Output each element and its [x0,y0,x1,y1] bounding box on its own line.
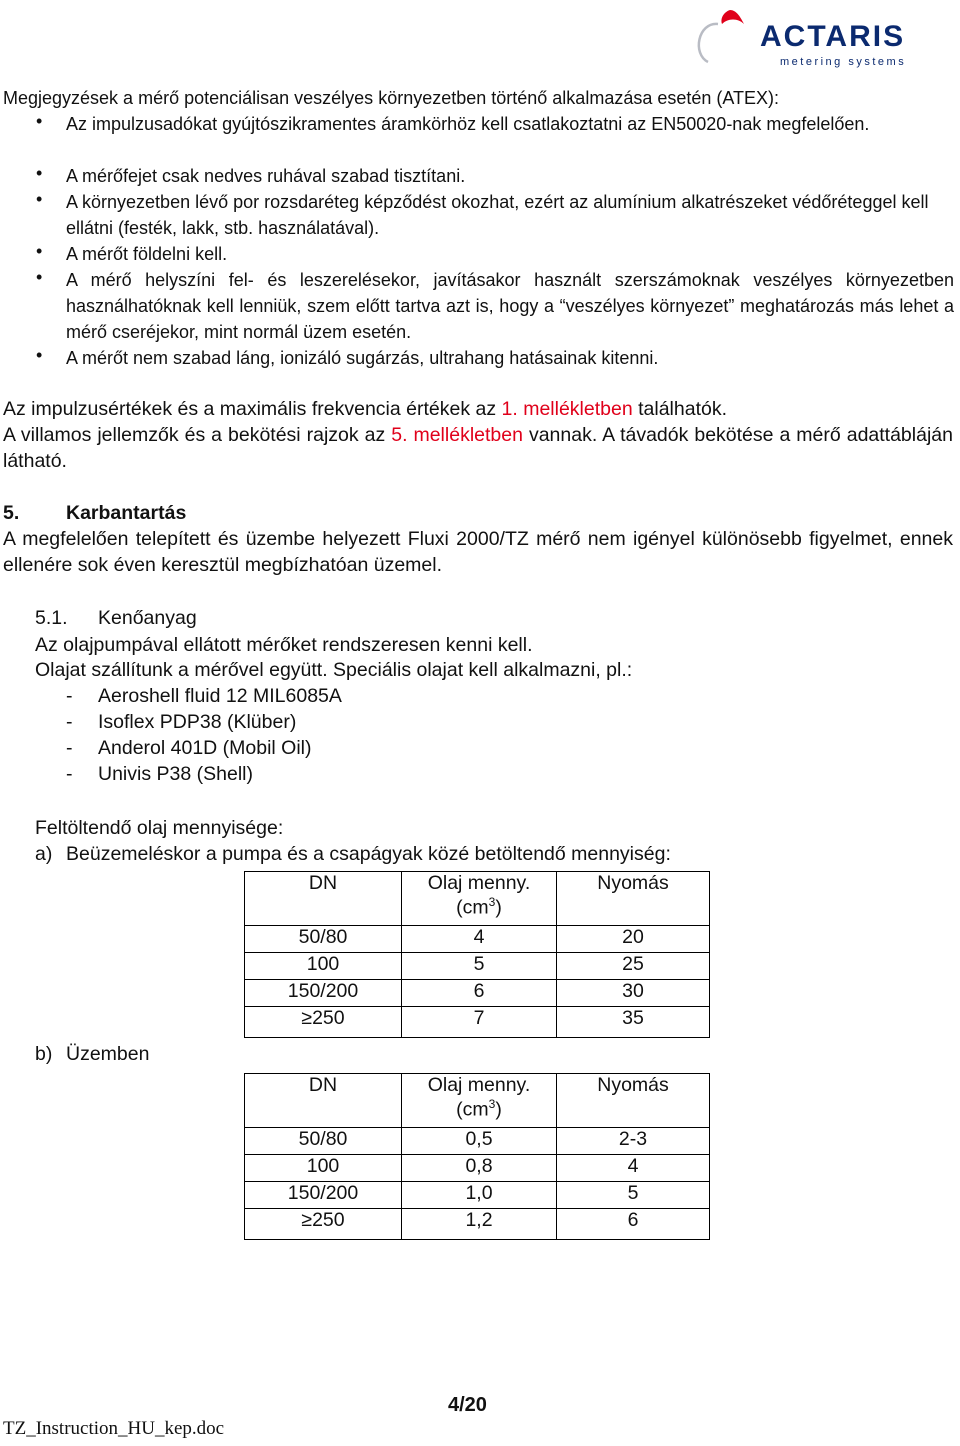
dash-icon: - [66,685,73,707]
table-row: ≥250 1,2 6 [245,1209,710,1240]
bullet-icon: • [36,267,43,287]
section-5-body: A megfelelően telepített és üzembe helyezett Fluxi 2000/TZ mérő nem igényel különösebb figyelmet, ennek ellenére sok éven keresztül megbízhatóan üzemel. [3,528,953,576]
annex-5-link[interactable]: 5. mellékletben [391,424,523,446]
bullet-icon: • [36,111,43,131]
atex-item-1: Az impulzusadókat gyújtószikramentes áramkörhöz kell csatlakoztatni az EN50020-nak megfelelően. [66,114,870,134]
logo-brand-text: ACTARIS [760,20,906,53]
table-row: 50/80 4 20 [245,926,710,953]
annex-1-link[interactable]: 1. mellékletben [501,398,633,420]
oil-item-1: Aeroshell fluid 12 MIL6085A [98,685,342,707]
table-row: 150/200 1,0 5 [245,1182,710,1209]
header-dn: DN [245,872,402,926]
oil-item-2: Isoflex PDP38 (Klüber) [98,711,297,733]
header-pressure: Nyomás [557,872,710,926]
atex-item-2: A mérőfejet csak nedves ruhával szabad tisztítani. [66,166,466,186]
header-oil-quantity: Olaj menny. $(cm^3)$ [402,1074,557,1128]
bullet-icon: • [36,163,43,183]
table-header-row [245,1074,710,1128]
atex-title: Megjegyzések a mérő potenciálisan veszélyes környezetben történő alkalmazása esetén (ATEX): [3,88,780,108]
oil-item-4: Univis P38 (Shell) [98,763,253,785]
section-5-1-title: Kenőanyag [98,607,197,629]
dash-icon: - [66,711,73,733]
table-header-row [245,872,710,926]
table-row: 50/80 0,5 2-3 [245,1128,710,1155]
bullet-icon: • [36,241,43,261]
page-number: 4/20 [448,1394,487,1416]
header-dn: DN [245,1074,402,1128]
dash-icon: - [66,737,73,759]
fill-a-text: Beüzemeléskor a pumpa és a csapágyak közé betöltendő mennyiség: [66,843,671,865]
document-filename: TZ_Instruction_HU_kep.doc [3,1418,225,1439]
table-row: 150/200 6 30 [245,980,710,1007]
table-row: ≥250 7 35 [245,1007,710,1038]
header-oil-quantity: Olaj menny. $(cm^3)$ [402,872,557,926]
logo-tagline-text: metering systems [780,56,907,68]
fill-a-label: a) [35,843,53,865]
logo-swoosh-icon [699,24,718,62]
dash-icon: - [66,763,73,785]
oil-table-a [244,871,710,1038]
table-row: 100 5 25 [245,953,710,980]
impulse-line-1: Az impulzusértékek és a maximális frekvencia értékek az 1. mellékletben találhatók. [3,398,728,420]
oil-item-3: Anderol 401D (Mobil Oil) [98,737,312,759]
lubrication-line-2: Olajat szállítunk a mérővel együtt. Speciális olajat kell alkalmazni, pl.: [35,659,633,681]
table-row: 100 0,8 4 [245,1155,710,1182]
section-5-1-number: 5.1. [35,607,68,629]
bullet-icon: • [36,345,43,365]
section-5-number: 5. [3,502,20,524]
atex-item-3: A környezetben lévő por rozsdaréteg képződést okozhat, ezért az alumínium alkatrészeket védőréteggel kell ellátni (festék, lakk, stb. használatával). [66,192,929,238]
section-5-title: Karbantartás [66,502,187,524]
header-pressure: Nyomás [557,1074,710,1128]
impulse-line-2: A villamos jellemzők és a bekötési rajzok az 5. mellékletben vannak. A távadók bekötése a mérő adattábláján látható. [3,424,953,472]
fill-b-text: Üzemben [66,1043,150,1065]
bullet-icon: • [36,189,43,209]
fill-b-label: b) [35,1043,53,1065]
atex-item-5: A mérő helyszíni fel- és leszerelésekor, javításakor használt szerszámoknak veszélyes környezetben használhatóknak kell lenniük, szem előtt tartva azt is, hogy a “veszélyes környezet” meghatározás más lehet a mérő cseréjekor, mint normál üzem esetén. [66,270,954,342]
lubrication-line-1: Az olajpumpával ellátott mérőket rendszeresen kenni kell. [35,634,533,656]
atex-item-6: A mérőt nem szabad láng, ionizáló sugárzás, ultrahang hatásainak kitenni. [66,348,659,368]
oil-table-b [244,1073,710,1240]
atex-item-4: A mérőt földelni kell. [66,244,228,264]
fill-title: Feltöltendő olaj mennyisége: [35,817,284,839]
actaris-logo [678,4,928,70]
